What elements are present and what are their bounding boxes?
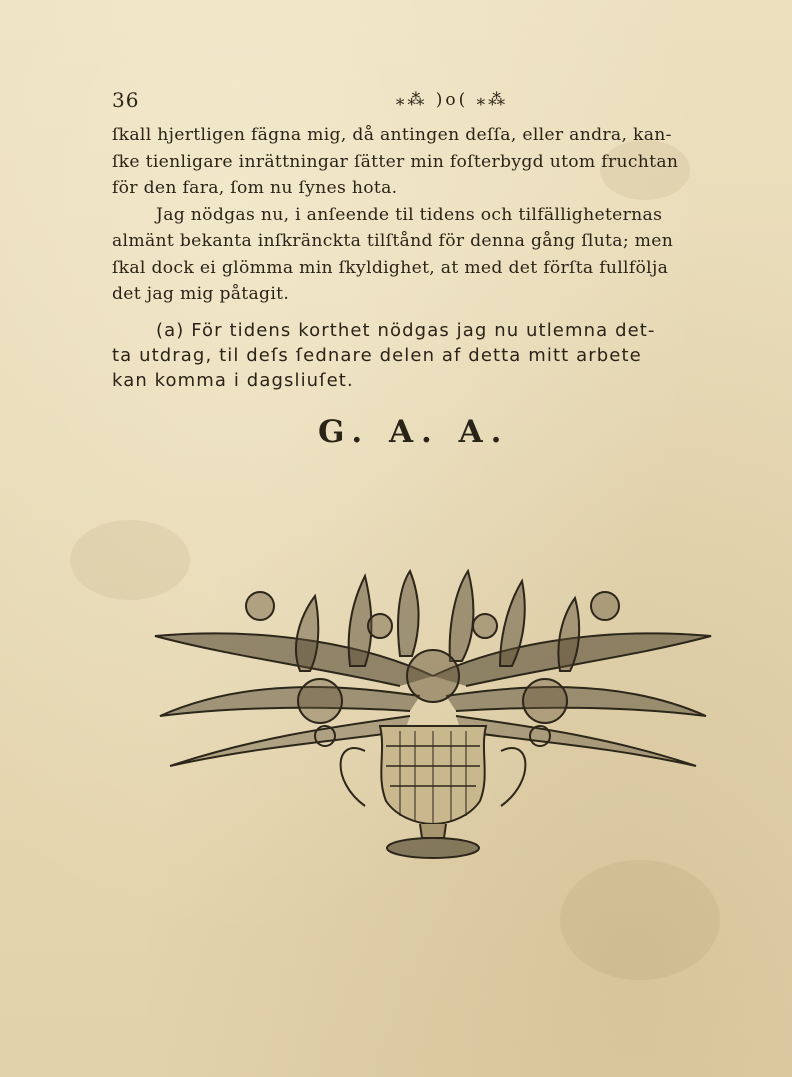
- footnote: [112, 318, 730, 393]
- footnote-line: ta utdrag, til deſs ſednare delen af detta mitt arbete: [112, 345, 642, 366]
- text-line: ſke tienligare inrättningar ſätter min foſterbygd utom fruchtan: [112, 151, 679, 172]
- author-signature: G. A. A.: [318, 414, 510, 450]
- header-ornament: ⁎⁂ )o( ⁎⁂: [395, 90, 509, 110]
- text-line: för den fara, ſom nu ſynes hota.: [112, 178, 398, 198]
- body-text: [112, 122, 730, 308]
- footnote-line: (a) För tidens korthet nödgas jag nu utlemna det-: [156, 320, 656, 341]
- text-line: Jag nödgas nu, i anſeende til tidens och tilfälligheternas: [156, 204, 663, 225]
- footnote-line: kan komma i dagsliuſet.: [112, 370, 354, 391]
- text-line: det jag mig påtagit.: [112, 284, 290, 304]
- text-line: ſkal dock ei glömma min ſkyldighet, at med det förſta fullfölja: [112, 257, 669, 278]
- paper-stain: [560, 860, 720, 980]
- page-number: 36: [112, 88, 140, 112]
- flower-vase-icon: [150, 566, 716, 866]
- page-header: [112, 88, 732, 118]
- text-line: almänt bekanta inſkränckta tilſtånd för denna gång ſluta; men: [112, 231, 674, 251]
- text-line: ſkall hjertligen fägna mig, då antingen deſſa, eller andra, kan-: [112, 125, 672, 145]
